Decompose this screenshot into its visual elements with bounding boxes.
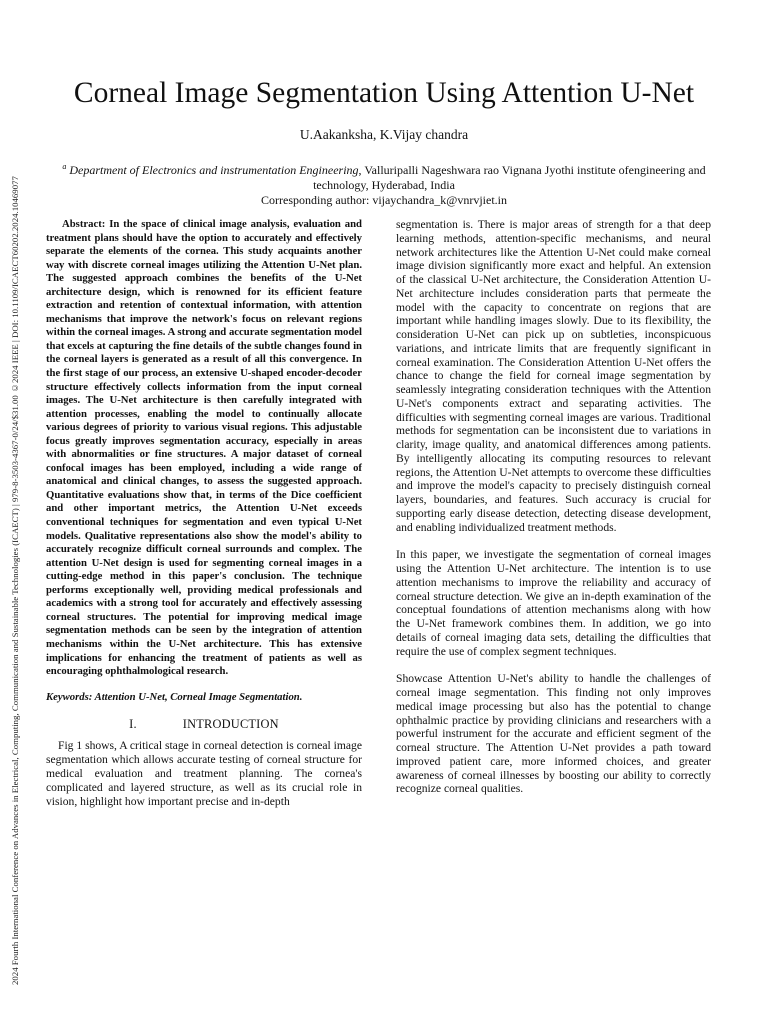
abstract: Abstract: In the space of clinical image analysis, evaluation and treatment plans should have the option to accurately and effectively separate the elements of the cornea. This study acquaints another way with discrete corneal images utilizing the Attention U-Net plan. The suggested approach combines the benefits of the U-Net architecture design, which is renowned for its efficient feature extraction and retention of contextual information, with attention mechanisms that improve the network's focus on relevant regions within the corneal images. A strong and accurate segmentation model that excels at capturing the fine details of the subtle changes found in the corneal layers is generated as a result of all this convergence. In the first stage of our process, an extensive U-shaped encoder-decoder structure effectively collects information from the input corneal images. The U-Net architecture is then carefully integrated with attention processes, enabling the model to continually allocate various degrees of priority to various visual regions. This adjustable focus greatly improves segmentation accuracy, especially in areas with abnormalities or fine structures. A major dataset of corneal confocal images has been employed, including a wide range of anatomical and clinical changes, to assess the suggested approach. Quantitative evaluations show that, in terms of the Dice coefficient and other important metrics, the Attention U-Net exceeds conventional techniques for segmentation and even typical U-Net models. Qualitative representations also show the model's ability to accurately recognize difficult corneal surrounds and complex. The attention U-Net design is used for segmenting corneal images in a cutting-edge method in this paper's conclusion. The technique performs exceptionally well, providing medical professionals and academics with a strong tool for accurately and effectively assessing corneal structures. The potential for improving medical image segmentation methods can be seen by the integration of attention mechanisms within the U-Net architecture. This has extensive implications for enhancing the treatment of patients as well as encouraging ophthalmological research. bbox=[46, 218, 362, 678]
section-number: I. bbox=[129, 717, 137, 732]
corresponding-author: Corresponding author: vijaychandra_k@vnrvjiet.in bbox=[261, 193, 507, 207]
doi-footer-vertical: 2024 Fourth International Conference on Advances in Electrical, Computing, Communication and Sustainable Technologies (ICAECT) | 979-8-3503-4367-0/24/$31.00 ©2024 IEEE | DOI: 10.1109/ICAECT60202.2024.10469077 bbox=[10, 176, 20, 985]
intro-paragraph-2: In this paper, we investigate the segmentation of corneal images using the Attention U-Net architecture. The intention is to use attention mechanisms to improve the reliability and accuracy of corneal structure detection. We give an in-depth examination of the conceptual foundations of attention mechanisms along with how the U-Net framework combines them. In addition, we go into details of corneal imaging data sets, detailing the difficulties that require the use of complex segment techniques. bbox=[396, 548, 711, 658]
intro-paragraph-continued: segmentation is. There is major areas of strength for a that deep learning methods, attention-specific mechanisms, and neural network architectures like the Attention U-Net could make corneal image division significantly more exact and helpful. An extension of the classical U-Net architecture, the Consideration Attention U-Net architecture includes consideration parts that permeate the model with the capacity to concentrate on regions that are important while handling images slowly. Due to its flexibility, the consideration U-Net can pick up on subtleties, inconspicuous variations, and intricate limits that are frequently significant in corneal examination. The Consideration Attention U-Net offers the chance to change the field for corneal image segmentation by seamlessly integrating consideration techniques with the Attention U-Net's components extract and separating activities. The difficulties with segmenting corneal images are various. Traditional methods for segmentation can be inconsistent due to variations in clarity, image quality, and anatomical differences among patients. By intelligently allocating its computing resources to relevant regions, the Attention U-Net attempts to overcome these difficulties and improve the model's capacity to precisely distinguish corneal layers, boundaries, and features. Such accuracy is crucial for supporting early disease detection, detecting disease development, and enabling individualized treatment methods. bbox=[396, 218, 711, 534]
intro-paragraph-3: Showcase Attention U-Net's ability to handle the challenges of corneal image segmentation. This finding not only improves medical image processing but also has the potential to change ophthalmic practice by providing clinicians and researchers with a powerful instrument for the accurate and efficient segment of the corneal structure. The Attention U-Net provides a path toward improved patient care, more informed choices, and greater awareness of corneal illnesses by boosting our ability to correctly recognize corneal qualities. bbox=[396, 672, 711, 796]
left-column bbox=[46, 218, 362, 809]
section-title: INTRODUCTION bbox=[182, 717, 279, 732]
right-column bbox=[396, 218, 711, 796]
keywords: Keywords: Attention U-Net, Corneal Image Segmentation. bbox=[46, 690, 303, 703]
affiliation-marker: a bbox=[62, 162, 67, 171]
authors: U.Aakanksha, K.Vijay chandra bbox=[299, 127, 469, 142]
intro-paragraph-1: Fig 1 shows, A critical stage in corneal detection is corneal image segmentation which allows accurate testing of corneal structure for medical evaluation and treatment planning. The cornea's complicated and layered structure, as well as its crucial role in vision, highlight how important precise and in-depth bbox=[46, 739, 362, 808]
affiliation-block bbox=[50, 159, 718, 208]
department: Department of Electronics and instrumentation Engineering bbox=[69, 163, 359, 177]
section-heading-introduction bbox=[46, 717, 362, 732]
institute: , Valluripalli Nageshwara rao Vignana Jyothi institute ofengineering and technology, Hyderabad, India bbox=[313, 163, 706, 192]
paper-title: Corneal Image Segmentation Using Attention U-Net bbox=[73, 77, 695, 109]
